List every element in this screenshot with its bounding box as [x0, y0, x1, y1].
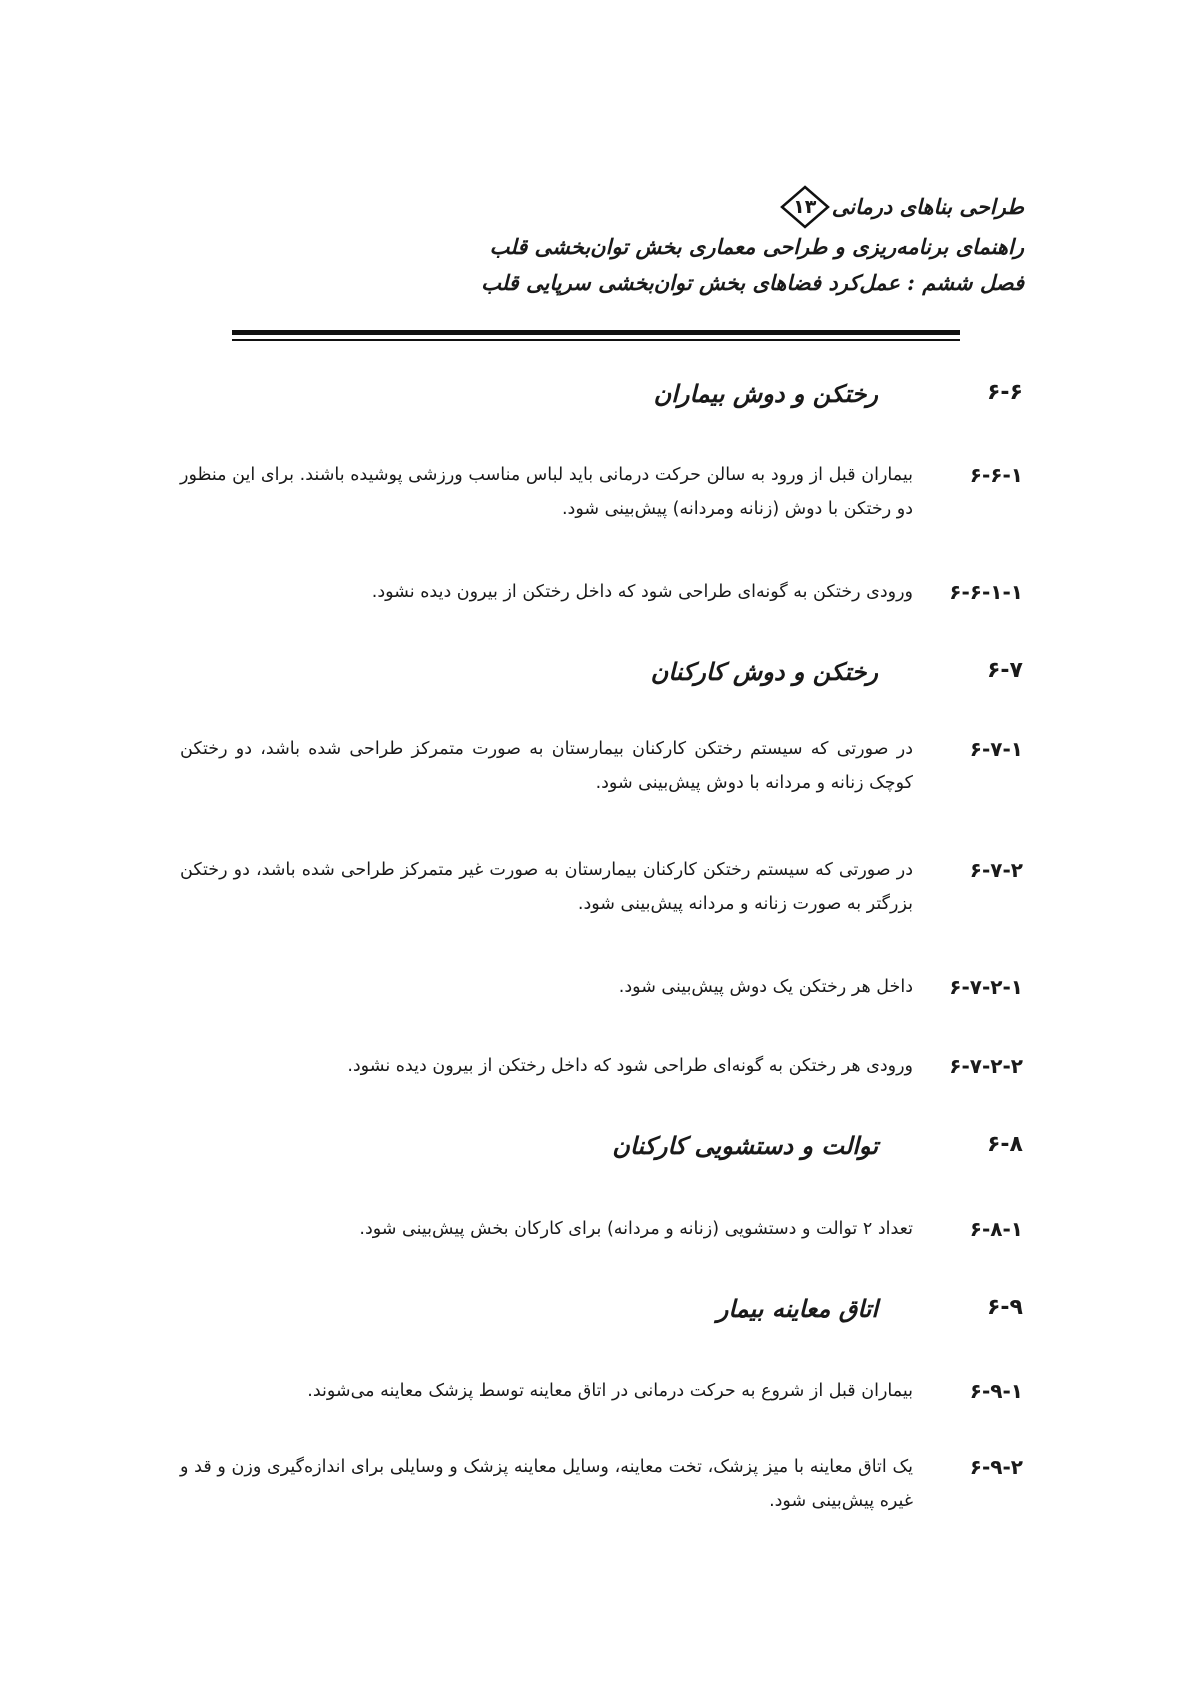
item-number: ۶-۷-۲-۲ — [949, 1054, 1023, 1078]
header-book-title-text: طراحی بناهای درمانی — [831, 194, 1024, 219]
section-heading — [180, 376, 1023, 416]
item-text: داخل هر رختکن یک دوش پیش‌بینی شود. — [618, 977, 913, 997]
header-guide-title: راهنمای برنامه‌ریزی و طراحی معماری بخش توان‌بخشی قلب — [489, 234, 1024, 259]
item-text: بیماران قبل از ورود به سالن حرکت درمانی باید لباس مناسب ورزشی پوشیده باشند. برای این منظور دو رختکن با دوش (زنانه ومردانه) پیش‌بینی شود. — [180, 465, 913, 519]
section-number: ۶-۷ — [987, 658, 1023, 683]
section-title: رختکن و دوش کارکنان — [650, 657, 878, 686]
section-number: ۶-۹ — [987, 1295, 1023, 1320]
item-number: ۶-۶-۱ — [969, 463, 1023, 487]
item-number: ۶-۶-۱-۱ — [949, 580, 1023, 604]
header-chapter-title: فصل ششم : عمل‌کرد فضاهای بخش توان‌بخشی سرپایی قلب — [481, 270, 1024, 295]
item-number: ۶-۹-۱ — [969, 1379, 1023, 1403]
section-title: رختکن و دوش بیماران — [653, 379, 878, 408]
page-header — [424, 185, 1024, 301]
item-number: ۶-۹-۲ — [969, 1455, 1023, 1479]
item-text: ورودی رختکن به گونه‌ای طراحی شود که داخل رختکن از بیرون دیده نشود. — [371, 582, 913, 602]
section-heading — [180, 1291, 1023, 1331]
section-title: توالت و دستشویی کارکنان — [612, 1131, 878, 1160]
list-item — [180, 970, 1023, 1006]
item-text: در صورتی که سیستم رختکن کارکنان بیمارستان به صورت متمرکز طراحی شده باشد، دو رختکن کوچک زنانه و مردانه با دوش پیش‌بینی شود. — [180, 739, 913, 793]
list-item — [180, 853, 1023, 923]
item-text: در صورتی که سیستم رختکن کارکنان بیمارستان به صورت غیر متمرکز طراحی شده باشد، دو رختکن بزرگتر به صورت زنانه و مردانه پیش‌بینی شود. — [180, 860, 913, 914]
list-item — [180, 1450, 1023, 1520]
item-text: ورودی هر رختکن به گونه‌ای طراحی شود که داخل رختکن از بیرون دیده نشود. — [347, 1056, 913, 1076]
volume-number-badge — [780, 185, 830, 229]
header-rule-thin — [232, 339, 960, 341]
header-book-title — [424, 185, 1024, 229]
list-item — [180, 732, 1023, 802]
item-number: ۶-۷-۲ — [969, 858, 1023, 882]
header-rule-thick — [232, 330, 960, 335]
section-heading — [180, 654, 1023, 694]
list-item — [180, 1374, 1023, 1410]
section-number: ۶-۸ — [987, 1132, 1023, 1157]
item-text: یک اتاق معاینه با میز پزشک، تخت معاینه، وسایل معاینه پزشک و وسایلی برای اندازه‌گیری وزن و قد و غیره پیش‌بینی شود. — [180, 1457, 913, 1511]
item-text: تعداد ۲ توالت و دستشویی (زنانه و مردانه) برای کارکان بخش پیش‌بینی شود. — [359, 1219, 913, 1239]
list-item — [180, 1212, 1023, 1248]
item-number: ۶-۷-۲-۱ — [949, 975, 1023, 999]
item-number: ۶-۸-۱ — [969, 1217, 1023, 1241]
item-text: بیماران قبل از شروع به حرکت درمانی در اتاق معاینه توسط پزشک معاینه می‌شوند. — [307, 1381, 913, 1401]
list-item — [180, 575, 1023, 611]
section-heading — [180, 1128, 1023, 1168]
item-number: ۶-۷-۱ — [969, 737, 1023, 761]
volume-number: ۱۳ — [793, 196, 817, 218]
section-number: ۶-۶ — [987, 380, 1023, 405]
section-title: اتاق معاینه بیمار — [716, 1294, 878, 1323]
list-item — [180, 458, 1023, 528]
list-item — [180, 1049, 1023, 1085]
